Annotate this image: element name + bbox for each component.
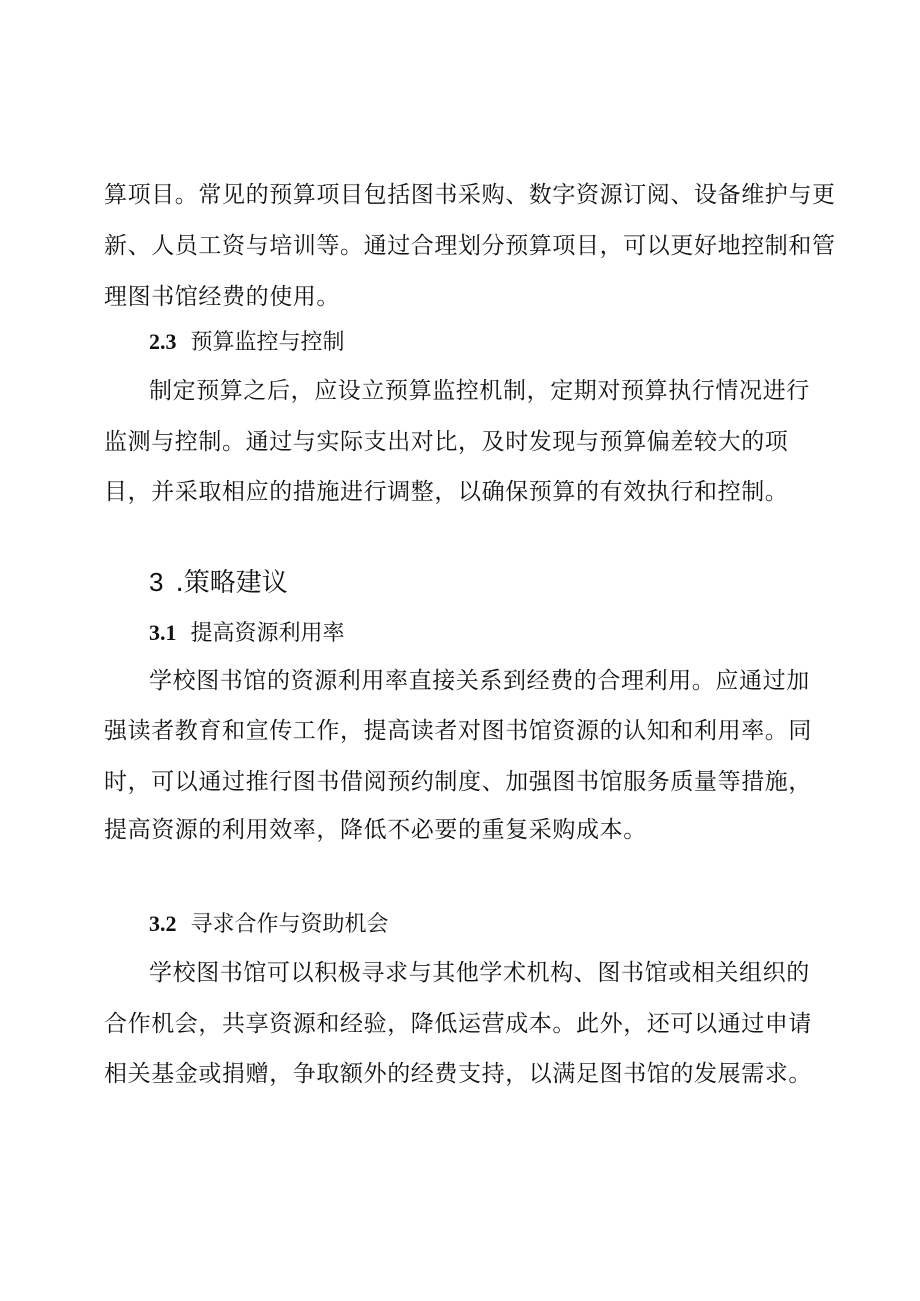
paragraph-line: 相关基金或捐赠，争取额外的经费支持，以满足图书馆的发展需求。	[104, 1061, 812, 1087]
subheading-3-1	[149, 618, 345, 649]
subheading-2-3	[149, 327, 345, 358]
heading-number: 3.2	[149, 911, 177, 936]
paragraph-line: 学校图书馆可以积极寻求与其他学术机构、图书馆或相关组织的	[149, 960, 810, 986]
paragraph-line: 算项目。常见的预算项目包括图书采购、数字资源订阅、设备维护与更	[104, 182, 836, 208]
paragraph-line: 理图书馆经费的使用。	[104, 284, 340, 310]
paragraph-line: 新、人员工资与培训等。通过合理划分预算项目，可以更好地控制和管	[104, 233, 836, 259]
paragraph-line: 学校图书馆的资源利用率直接关系到经费的合理利用。应通过加	[149, 668, 810, 694]
heading-number: 3.1	[149, 620, 177, 645]
subheading-3-2	[149, 909, 389, 940]
heading-title: 预算监控与控制	[190, 330, 345, 355]
heading-number: 2.3	[149, 329, 177, 354]
heading-title: 寻求合作与资助机会	[190, 912, 389, 937]
section-number: 3	[149, 567, 164, 597]
paragraph-line: 目，并采取相应的措施进行调整，以确保预算的有效执行和控制。	[104, 479, 789, 505]
paragraph-line: 时，可以通过推行图书借阅预约制度、加强图书馆服务质量等措施，	[104, 769, 812, 795]
paragraph-line: 提高资源的利用效率，降低不必要的重复采购成本。	[104, 817, 647, 843]
paragraph-line: 监测与控制。通过与实际支出对比，及时发现与预算偏差较大的项	[104, 429, 789, 455]
paragraph-line: 合作机会，共享资源和经验，降低运营成本。此外，还可以通过申请	[104, 1011, 812, 1037]
paragraph-line: 制定预算之后，应设立预算监控机制，定期对预算执行情况进行	[149, 378, 810, 404]
paragraph-line: 强读者教育和宣传工作，提高读者对图书馆资源的认知和利用率。同	[104, 718, 812, 744]
section-heading-3	[149, 565, 288, 600]
section-title: .策略建议	[175, 568, 288, 598]
heading-title: 提高资源利用率	[190, 621, 345, 646]
